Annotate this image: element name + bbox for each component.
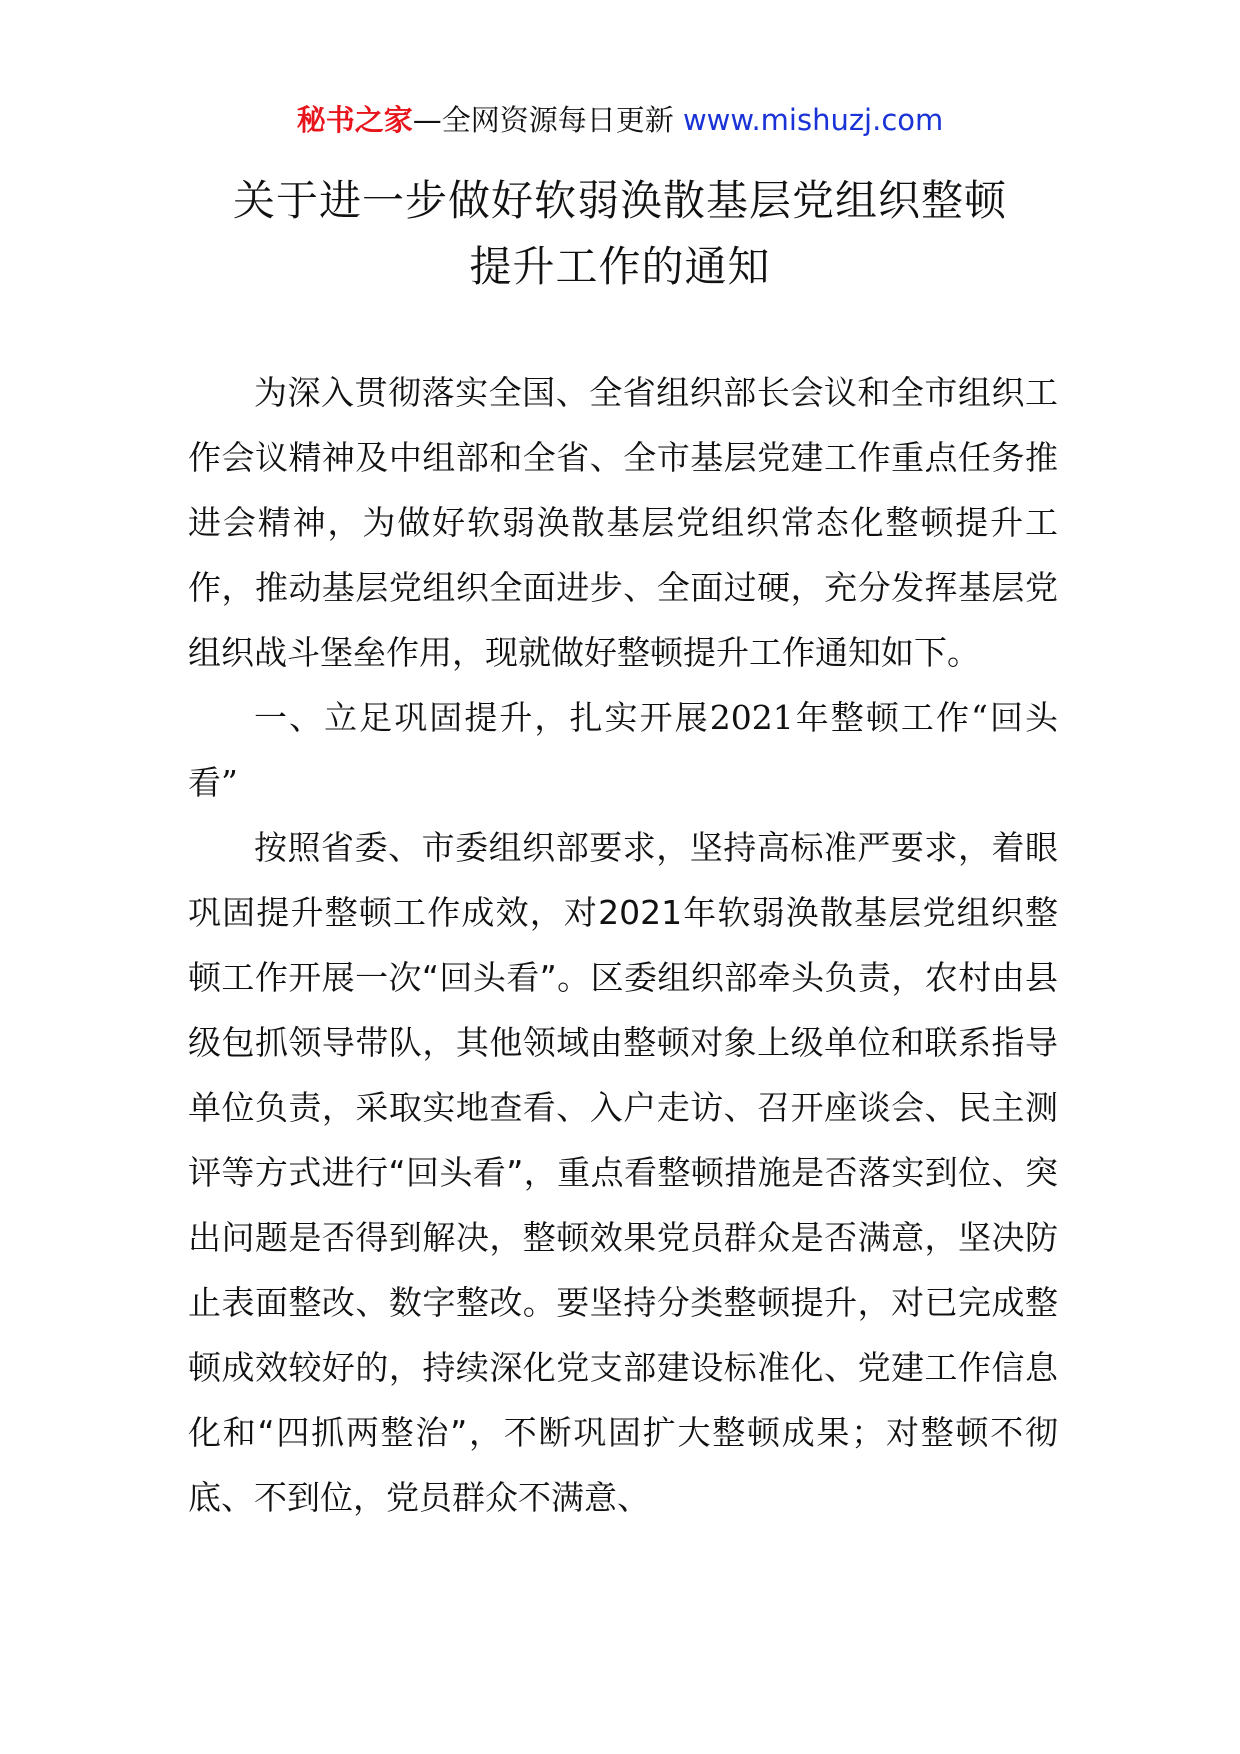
site-tagline: —全网资源每日更新 bbox=[412, 103, 683, 137]
document-title bbox=[150, 168, 1090, 300]
paragraph-section-1: 按照省委、市委组织部要求，坚持高标准严要求，着眼巩固提升整顿工作成效，对2021年软弱涣散基层党组织整顿工作开展一次“回头看”。区委组织部牵头负责，农村由县级包抓领导带队，其他领域由整顿对象上级单位和联系指导单位负责，采取实地查看、入户走访、召开座谈会、民主测评等方式进行“回头看”，重点看整顿措施是否落实到位、突出问题是否得到解决，整顿效果党员群众是否满意，坚决防止表面整改、数字整改。要坚持分类整顿提升，对已完成整顿成效较好的，持续深化党支部建设标准化、党建工作信息化和“四抓两整治”，不断巩固扩大整顿成果；对整顿不彻底、不到位，党员群众不满意、 bbox=[188, 828, 1058, 1517]
site-header bbox=[0, 100, 1240, 140]
document-title-line-1: 关于进一步做好软弱涣散基层党组织整顿 bbox=[232, 176, 1007, 225]
document-body bbox=[188, 360, 1058, 1530]
site-url-link[interactable]: www.mishuzj.com bbox=[682, 103, 944, 137]
section-heading-1: 一、立足巩固提升，扎实开展2021年整顿工作“回头看” bbox=[188, 698, 1058, 802]
document-title-line-2: 提升工作的通知 bbox=[469, 242, 771, 291]
site-brand: 秘书之家 bbox=[296, 103, 413, 137]
paragraph-intro: 为深入贯彻落实全国、全省组织部长会议和全市组织工作会议精神及中组部和全省、全市基层党建工作重点任务推进会精神，为做好软弱涣散基层党组织常态化整顿提升工作，推动基层党组织全面进步、全面过硬，充分发挥基层党组织战斗堡垒作用，现就做好整顿提升工作通知如下。 bbox=[188, 373, 1058, 672]
